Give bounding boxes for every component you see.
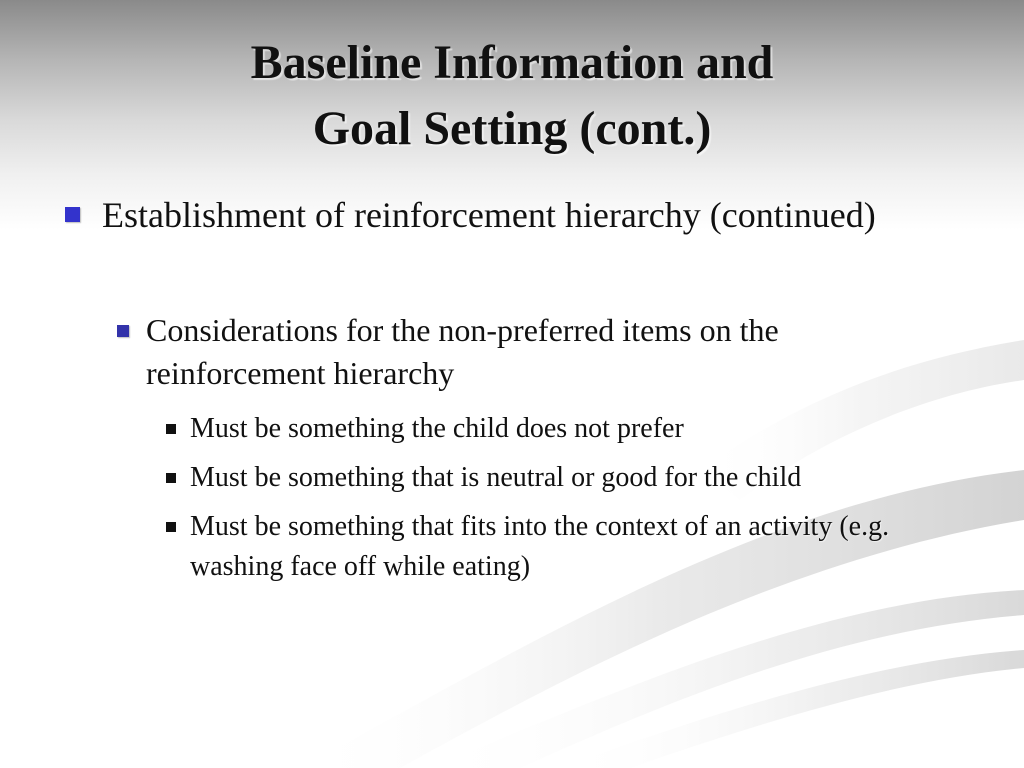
square-bullet-icon bbox=[166, 424, 176, 434]
bullet-level1-text: Establishment of reinforcement hierarchy (continued) bbox=[102, 195, 876, 235]
title-line-2: Goal Setting (cont.) bbox=[312, 102, 712, 155]
square-bullet-icon bbox=[117, 325, 129, 337]
title-line-1: Baseline Information and bbox=[250, 36, 774, 89]
bullet-level1 bbox=[102, 190, 962, 241]
square-bullet-icon bbox=[166, 522, 176, 532]
bullet-level2-text: Considerations for the non-preferred items on the reinforcement hierarchy bbox=[146, 312, 779, 391]
square-bullet-icon bbox=[65, 207, 80, 222]
slide-title bbox=[0, 30, 1024, 162]
square-bullet-icon bbox=[166, 473, 176, 483]
bullet-level3-item bbox=[190, 409, 980, 449]
bullet-level3-text: Must be something the child does not prefer bbox=[190, 413, 684, 444]
bullet-level2 bbox=[146, 309, 966, 395]
bullet-level3-item bbox=[190, 458, 980, 498]
bullet-level3-text: Must be something that is neutral or good for the child bbox=[190, 462, 802, 493]
bullet-level3-text: Must be something that fits into the context of an activity (e.g. washing face off while eating) bbox=[190, 511, 890, 582]
bullet-level3-item bbox=[190, 507, 980, 587]
